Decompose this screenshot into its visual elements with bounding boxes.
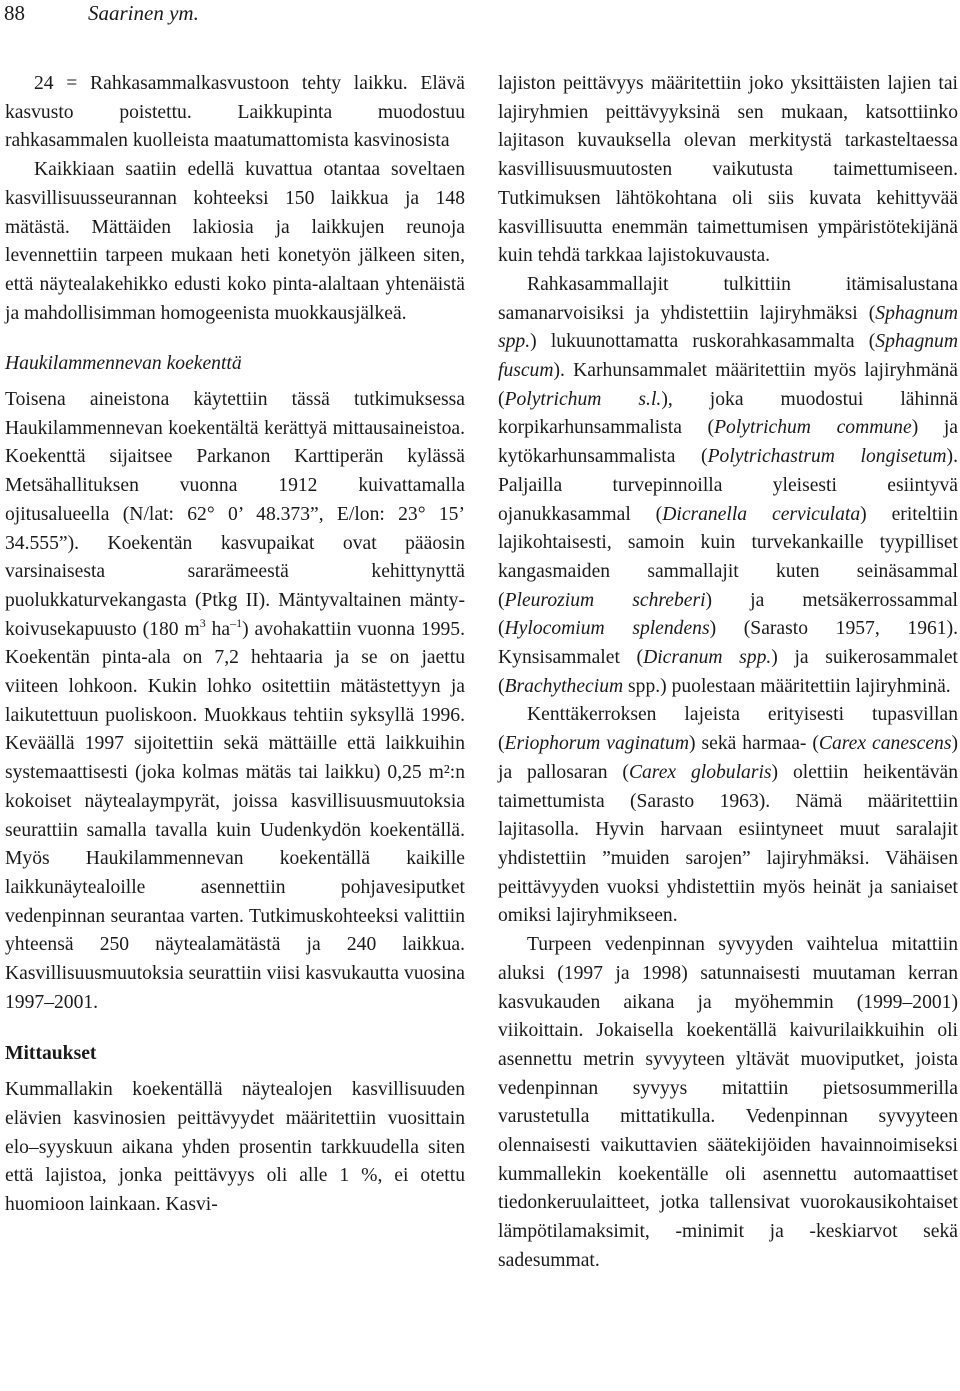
body-paragraph (5, 386, 465, 1017)
figure-legend-paragraph (5, 70, 465, 156)
species-name: Brachythecium (504, 675, 624, 697)
section-heading-haukilammenneva: Haukilammennevan koekenttä (5, 353, 242, 375)
text-run: ) olettiin heikentävän taimettumista (Sarasto 1963). Nämä määritettiin lajitasolla. Hyvin harvaan esiintyneet muut saralajit yhdistettiin ”muiden sarojen” lajiryhmäksi. Vähäisen peittävyyden vuoksi yhdistettiin myös heinät ja saniaiset omiksi lajiryhmikseen. (498, 761, 958, 927)
body-paragraph (5, 1076, 465, 1220)
species-name: Polytrichum commune (714, 417, 912, 439)
superscript: 3 (199, 615, 206, 630)
body-paragraph (498, 70, 958, 271)
text-run: ) lukuunottamatta ruskorahkasammalta ( (530, 331, 876, 353)
text-run: ) sekä harmaa- ( (689, 733, 819, 755)
text-run: spp.) puolestaan määritettiin lajiryhminä. (623, 675, 951, 697)
body-paragraph (498, 931, 958, 1275)
text-run: lajiston peittävyys määritettiin joko yksittäisten lajien tai lajiryhmien peittävyyksinä sen mukaan, katsottiinko lajitason kuvauksella olevan merkitystä tarkasteltaessa kasvillisuusmuutosten vaikutusta taimettumiseen. Tutkimuksen lähtökohtana oli siis kuvata kehittyvää kasvillisuutta enemmän taimettumisen ympäristötekijänä kuin tehdä tarkkaa lajistokuvausta. (498, 73, 958, 267)
text-run: Toisena aineistona käytettiin tässä tutkimuksessa Haukilammennevan koekentältä kerättyä mittausaineistoa. Koekenttä sijaitsee Parkanon Karttiperän kylässä Metsähallituksen vuonna 1912 kuivattamalla ojitusalueella (N/lat: 62° 0’ 48.373”, E/lon: 23° 15’ 34.555”). Koekentän kasvupaikat ovat pääosin varsinaisesta sararämeestä kehittynyttä puolukkaturvekangasta (Ptkg II). Mäntyvaltainen mänty-koivusekapuusto (180 m (5, 389, 465, 640)
species-name: Sphagnum fuscum (498, 331, 958, 382)
text-run: ) avohakattiin vuonna 1995. Koekentän pinta-ala on 7,2 hehtaaria ja se on jaettu viiteen lohkoon. Kukin lohko ositettiin mätästettyyn ja laikutettuun puoliskoon. Muokkaus tehtiin syksyllä 1996. Keväällä 1997 sijoitettiin sekä mättäille että laikkuihin systemaattisesti (joka kolmas mätäs tai laikku) 0,25 m²:n kokoiset näytealaympyrät, joissa kasvillisuusmuutoksia seurattiin samalla tavalla kuin Uudenkydön koekentällä. Myös Haukilammennevan koekentällä kaikille laikkunäytealoille asennettiin pohjavesiputket vedenpinnan seurantaa varten. Tutkimuskohteeksi valittiin yhteensä 250 näytealamätästä ja 240 laikkua. Kasvillisuusmuutoksia seurattiin viisi kasvukautta vuosina 1997–2001. (5, 618, 465, 1013)
right-column (498, 70, 958, 1276)
left-column (5, 70, 465, 1220)
species-name: Sphagnum spp. (498, 302, 958, 353)
species-name: Polytrichastrum longisetum (707, 446, 947, 468)
text-run: ) ja metsäkerrossammal ( (498, 589, 959, 640)
superscript: –1 (230, 615, 243, 630)
section-heading-mittaukset: Mittaukset (5, 1042, 97, 1064)
running-head: Saarinen ym. (88, 1, 199, 25)
species-name: Hylocomium splendens (504, 618, 710, 640)
text-run: Kenttäkerroksen lajeista erityisesti tupasvillan ( (498, 704, 958, 755)
species-name: Dicranella cerviculata (662, 503, 861, 525)
species-name: Polytrichum s.l. (504, 388, 662, 410)
text-run: 24 = Rahkasammalkasvustoon tehty laikku. Elävä kasvusto poistettu. Laikkupinta muodostuu rahkasammalen kuolleista maatumattomista kasvinosista (5, 73, 465, 152)
body-paragraph (498, 271, 958, 702)
species-name: Eriophorum vaginatum (504, 733, 690, 755)
species-name: Carex globularis (628, 761, 772, 783)
body-paragraph (498, 701, 958, 931)
text-run: ha (205, 618, 231, 640)
text-run: ) eriteltiin lajikohtaisesti, samoin kuin turvekankaille tyypilliset kangasmaiden sammallajit kuten seinäsammal ( (498, 503, 958, 611)
text-run: ). Paljailla turvepinnoilla yleisesti esiintyvä ojanukkasammal ( (498, 446, 958, 525)
species-name: Dicranum spp. (643, 647, 772, 669)
text-run: ). Karhunsammalet määritettiin myös lajiryhmänä ( (498, 360, 958, 410)
text-run: ) ja suikerosammalet ( (498, 647, 958, 697)
text-run: Rahkasammallajit tulkittiin itämisalustana samanarvoisiksi ja yhdistettiin lajiryhmäksi ( (498, 273, 958, 324)
text-run: ) (Sarasto 1957, 1961). Kynsisammalet ( (498, 618, 959, 669)
body-paragraph (5, 156, 465, 328)
text-run: Turpeen vedenpinnan syvyyden vaihtelua mitattiin aluksi (1997 ja 1998) satunnaisesti muutaman kerran kasvukauden aikana ja myöhemmin (1999–2001) viikoittain. Jokaisella koekentällä kaivurilaikkuihin oli asennettu metrin syvyyteen yltävät muoviputket, joista vedenpinnan syvyys mitattiin pietsosummerilla varustetulla mittatikulla. Vedenpinnan syvyyteen olennaisesti vaikuttavien säätekijöiden havainnoimiseksi kummallekin koekentälle oli asennettu automaattiset tiedonkeruulaitteet, jotka tallensivat vuorokausikohtaiset lämpötilamaksimit, -minimit ja -keskiarvot sekä sadesummat. (498, 934, 958, 1271)
text-run: ) ja pallosaran ( (498, 733, 958, 783)
text-run: ), joka muodostui lähinnä korpikarhunsammalista ( (498, 388, 959, 439)
page-number: 88 (4, 1, 25, 25)
species-name: Carex canescens (818, 733, 952, 755)
text-run: Kummallakin koekentällä näytealojen kasvillisuuden elävien kasvinosien peittävyydet määritettiin vuosittain elo–syyskuun aikana yhden prosentin tarkkuudella siten että lajistoa, jonka peittävyys oli alle 1 %, ei otettu huomioon lainkaan. Kasvi- (5, 1079, 465, 1216)
page-header (0, 0, 960, 34)
text-run: ) ja kytökarhunsammalista ( (498, 417, 958, 468)
text-run: Kaikkiaan saatiin edellä kuvattua otantaa soveltaen kasvillisuusseurannan kohteeksi 150 laikkua ja 148 mätästä. Mättäiden lakiosia ja laikkujen reunoja levennettiin tarpeen mukaan heti konetyön jälkeen siten, että näytealakehikko edusti koko pinta-alaltaan yhtenäistä ja mahdollisimman homogeenista muokkausjälkeä. (5, 159, 465, 324)
species-name: Pleurozium schreberi (504, 589, 706, 611)
